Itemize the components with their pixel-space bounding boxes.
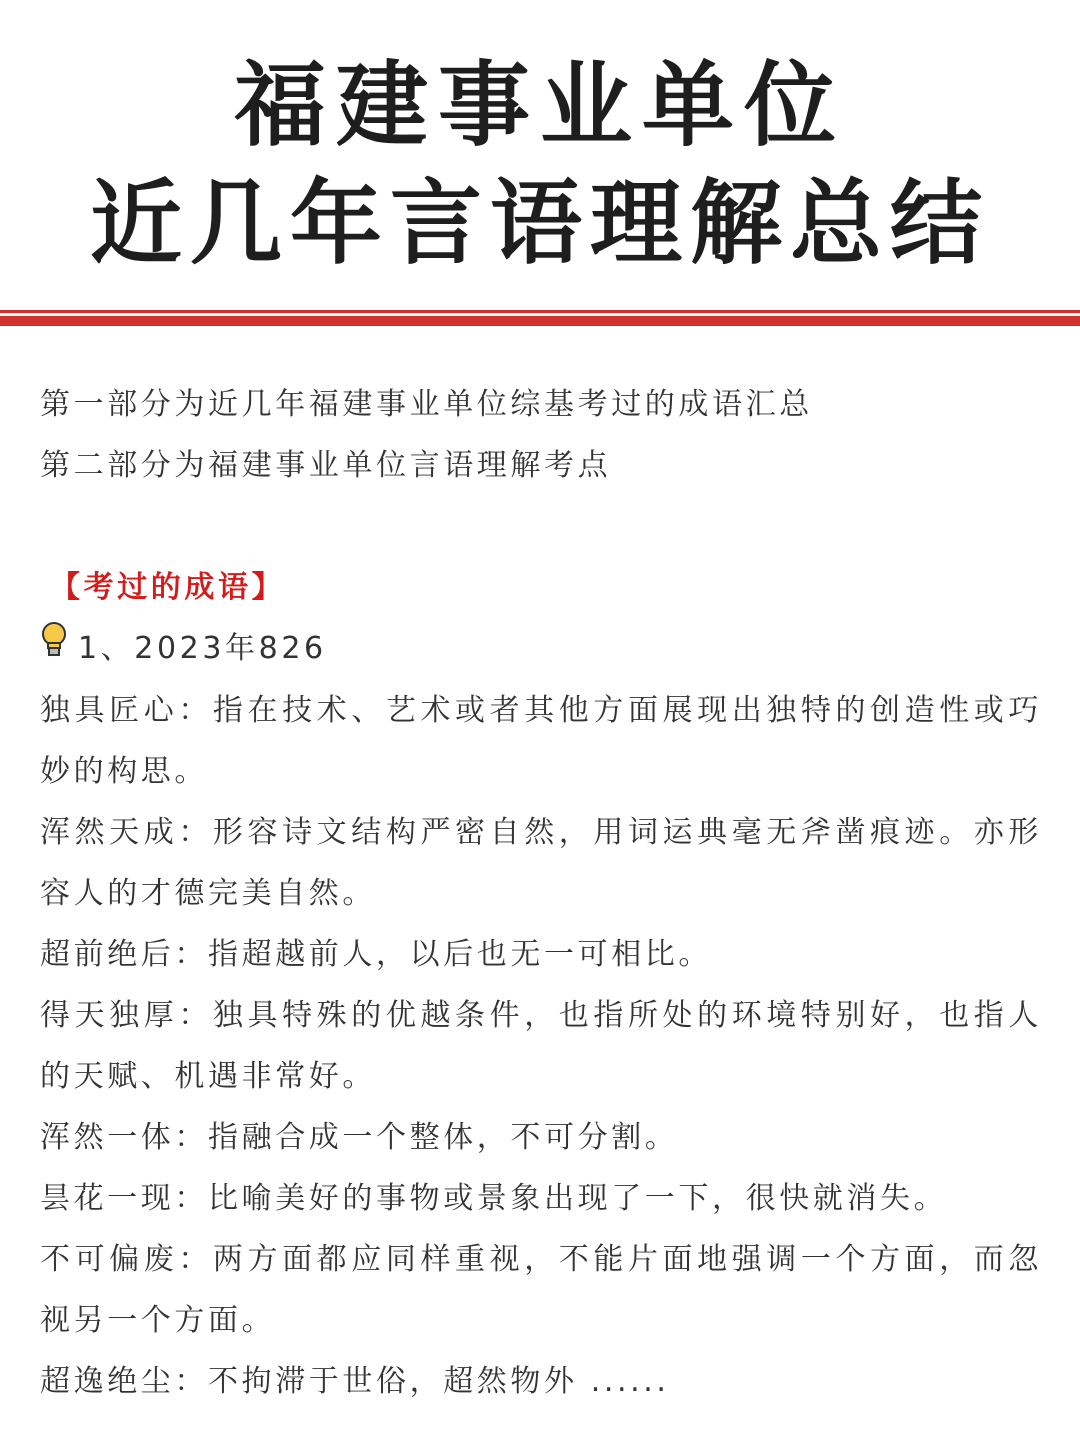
title-line-1: 福建事业单位: [233, 51, 846, 159]
idiom-entry: 浑然一体：指融合成一个整体，不可分割。: [40, 1120, 679, 1155]
intro-line: 第一部分为近几年福建事业单位综基考过的成语汇总: [40, 387, 813, 422]
idiom-entry: 昙花一现：比喻美好的事物或景象出现了一下，很快就消失。: [40, 1181, 948, 1216]
title-line-2: 近几年言语理解总结: [89, 169, 990, 277]
idiom-entry: 超逸绝尘：不拘滞于世俗，超然物外 ......: [40, 1364, 670, 1399]
item-heading: [40, 618, 1042, 680]
section-title: 【考过的成语】: [50, 570, 286, 605]
body-content: [40, 374, 1042, 1412]
lightbulb-icon: [40, 619, 68, 680]
idiom-entry: 超前绝后：指超越前人，以后也无一可相比。: [40, 937, 712, 972]
idiom-entry: 得天独厚：独具特殊的优越条件，也指所处的环境特别好，也指人的天赋、机遇非常好。: [40, 998, 1042, 1094]
item-heading-text: 1、2023年826: [78, 631, 327, 666]
divider-thick: [0, 316, 1080, 326]
idiom-entry: 浑然天成：形容诗文结构严密自然，用词运典毫无斧凿痕迹。亦形容人的才德完美自然。: [40, 815, 1042, 911]
idiom-entry: 独具匠心：指在技术、艺术或者其他方面展现出独特的创造性或巧妙的构思。: [40, 693, 1042, 789]
intro-line: 第二部分为福建事业单位言语理解考点: [40, 448, 612, 483]
idiom-entry: 不可偏废：两方面都应同样重视，不能片面地强调一个方面，而忽视另一个方面。: [40, 1242, 1042, 1338]
divider-thin: [0, 310, 1080, 313]
